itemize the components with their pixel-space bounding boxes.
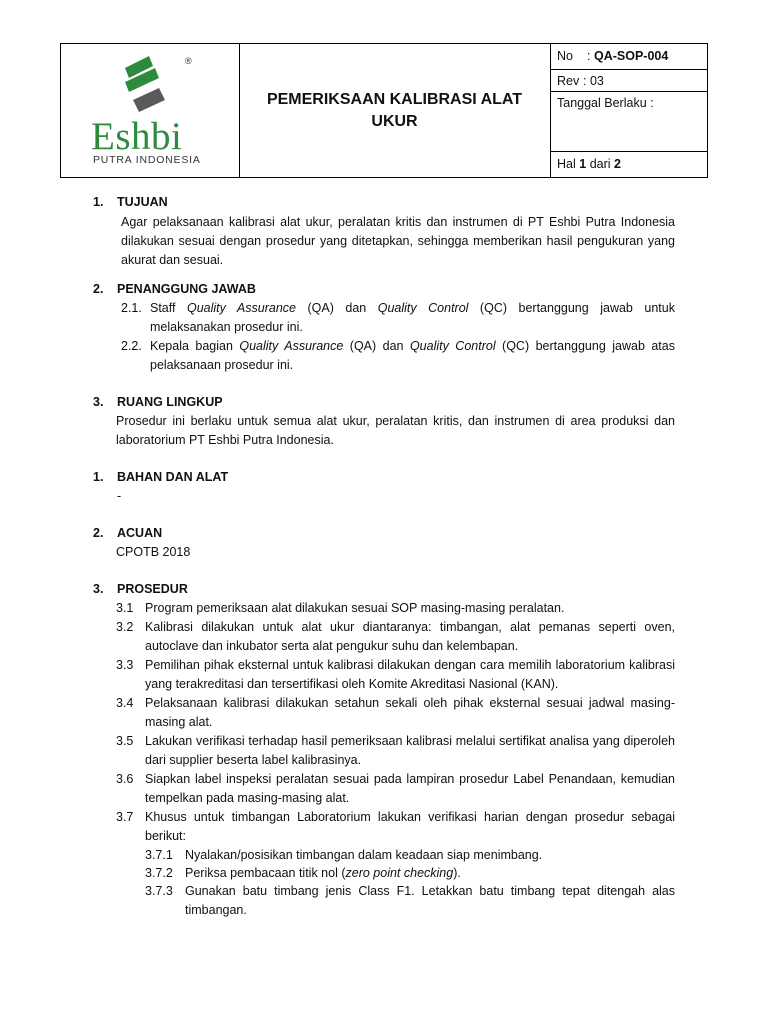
section-title: PENANGGUNG JAWAB [117,282,256,296]
section-title: ACUAN [117,526,163,540]
list-item [116,599,675,618]
text-part: (QA) dan [295,301,378,315]
item-number: 3.2 [116,620,134,634]
text-part: Kepala bagian [150,339,240,353]
logo-subtitle: PUTRA INDONESIA [93,154,201,166]
list-item [116,770,675,808]
revision-label: Rev [557,74,580,88]
page-prefix: Hal [557,157,576,171]
list-item [116,732,675,770]
eshbi-logo-mark-icon [119,54,181,116]
text-italic: Quality Assurance [186,301,296,315]
list-item [116,656,675,694]
doc-number-sep: : [587,49,591,63]
sub-list-item [145,864,675,883]
bahan-dan-alat-text: - [117,489,122,503]
text-italic: Quality Control [409,339,496,353]
text-part: (QC) bertanggung jawab atas pelaksanaan prosedur ini. [150,339,675,372]
list-item [121,299,675,337]
item-number: 3.6 [116,772,134,786]
section-heading-prosedur [93,582,188,596]
doc-number-label: No [557,49,573,63]
item-text: Khusus untuk timbangan Laboratorium lakukan verifikasi harian dengan prosedur sebagai berikut: [145,810,675,843]
list-item [116,618,675,656]
page-current: 1 [579,157,587,171]
item-number: 3.7.3 [145,884,173,898]
document-title: PEMERIKSAAN KALIBRASI ALAT UKUR [266,90,523,130]
list-item [116,808,675,846]
text-part: (QA) dan [343,339,410,353]
item-text: Nyalakan/posisikan timbangan dalam keadaan siap menimbang. [185,848,543,862]
section-title: RUANG LINGKUP [117,395,223,409]
page-mid: dari [589,157,611,171]
text-part: (QC) bertanggung jawab untuk melaksanakan prosedur ini. [150,301,675,334]
page-total: 2 [614,157,621,171]
sub-list-item [145,882,675,920]
registered-mark: ® [185,56,192,66]
section-number: 2. [93,282,104,296]
item-text: Siapkan label inspeksi peralatan sesuai pada lampiran prosedur Label Penandaan, kemudian tempelkan pada masing-masing alat. [145,772,675,805]
list-item [121,337,675,375]
section-number: 1. [93,195,104,209]
logo-wordmark: Eshbi [91,115,183,158]
section-heading-ruang-lingkup [93,395,223,409]
item-number: 3.4 [116,696,134,710]
list-item [116,694,675,732]
item-text: Gunakan batu timbang jenis Class F1. Letakkan batu timbang tepat ditengah alas timbangan. [185,884,675,917]
text-part: Periksa pembacaan titik nol ( [185,866,346,880]
section-title: BAHAN DAN ALAT [117,470,229,484]
section-title: TUJUAN [117,195,168,209]
section-heading-acuan [93,526,162,540]
item-text: Program pemeriksaan alat dilakukan sesuai SOP masing-masing peralatan. [145,601,565,615]
sub-list-item [145,846,675,865]
acuan-text: CPOTB 2018 [116,545,191,559]
text-italic: Quality Control [377,301,469,315]
tujuan-paragraph: Agar pelaksanaan kalibrasi alat ukur, peralatan kritis dan instrumen di PT Eshbi Putra Indonesia dilakukan sesuai dengan prosedur yang ditetapkan, sehingga memberikan hasil pengukuran yang akurat dan sesuai. [121,215,675,267]
logo-cell [61,44,240,177]
revision-value: 03 [589,74,604,88]
item-number: 2.1. [121,301,142,315]
item-number: 3.3 [116,658,134,672]
item-number: 3.7 [116,810,134,824]
text-part: ). [453,866,461,880]
revision-sep: : [583,74,587,88]
section-heading-penanggung-jawab [93,282,256,296]
section-number: 3. [93,582,104,596]
item-number: 2.2. [121,339,142,353]
item-text: Kalibrasi dilakukan untuk alat ukur diantaranya: timbangan, alat pemanas seperti oven, autoclave dan inkubator serta alat pengukur suhu dan kelembapan. [145,620,675,653]
section-heading-bahan-dan-alat [93,470,228,484]
item-text: Pemilihan pihak eksternal untuk kalibrasi dilakukan dengan cara memilih laboratorium kalibrasi yang terakreditasi dan tersertifikasi oleh Komite Akreditasi Nasional (KAN). [145,658,675,691]
item-number: 3.7.2 [145,866,173,880]
item-text: Pelaksanaan kalibrasi dilakukan setahun sekali oleh pihak eksternal sesuai jadwal masing-masing alat. [145,696,675,729]
revision-row [551,70,708,92]
doc-number-row [551,44,708,70]
meta-cell [550,44,708,177]
section-heading-tujuan [93,195,168,209]
item-text [150,337,675,375]
item-number: 3.1 [116,601,134,615]
effective-date-label: Tanggal Berlaku : [557,96,654,110]
section-number: 2. [93,526,104,540]
item-number: 3.5 [116,734,134,748]
item-text [185,864,675,883]
text-italic: Quality Assurance [239,339,344,353]
item-text: Lakukan verifikasi terhadap hasil pemeriksaan kalibrasi melalui sertifikat analisa yang diperoleh dari supplier beserta label kalibrasinya. [145,734,675,767]
text-italic: zero point checking [345,866,454,880]
document-header-table [60,43,708,178]
page-number-row [551,152,708,177]
ruang-lingkup-paragraph: Prosedur ini berlaku untuk semua alat ukur, peralatan kritis, dan instrumen di area produksi dan laboratorium PT Eshbi Putra Indonesia. [116,414,675,447]
section-number: 1. [93,470,104,484]
text-part: Staff [150,301,187,315]
section-title: PROSEDUR [117,582,188,596]
item-number: 3.7.1 [145,848,173,862]
effective-date-row [551,92,708,152]
item-text [150,299,675,337]
doc-number-value: QA-SOP-004 [593,49,669,63]
section-number: 3. [93,395,104,409]
